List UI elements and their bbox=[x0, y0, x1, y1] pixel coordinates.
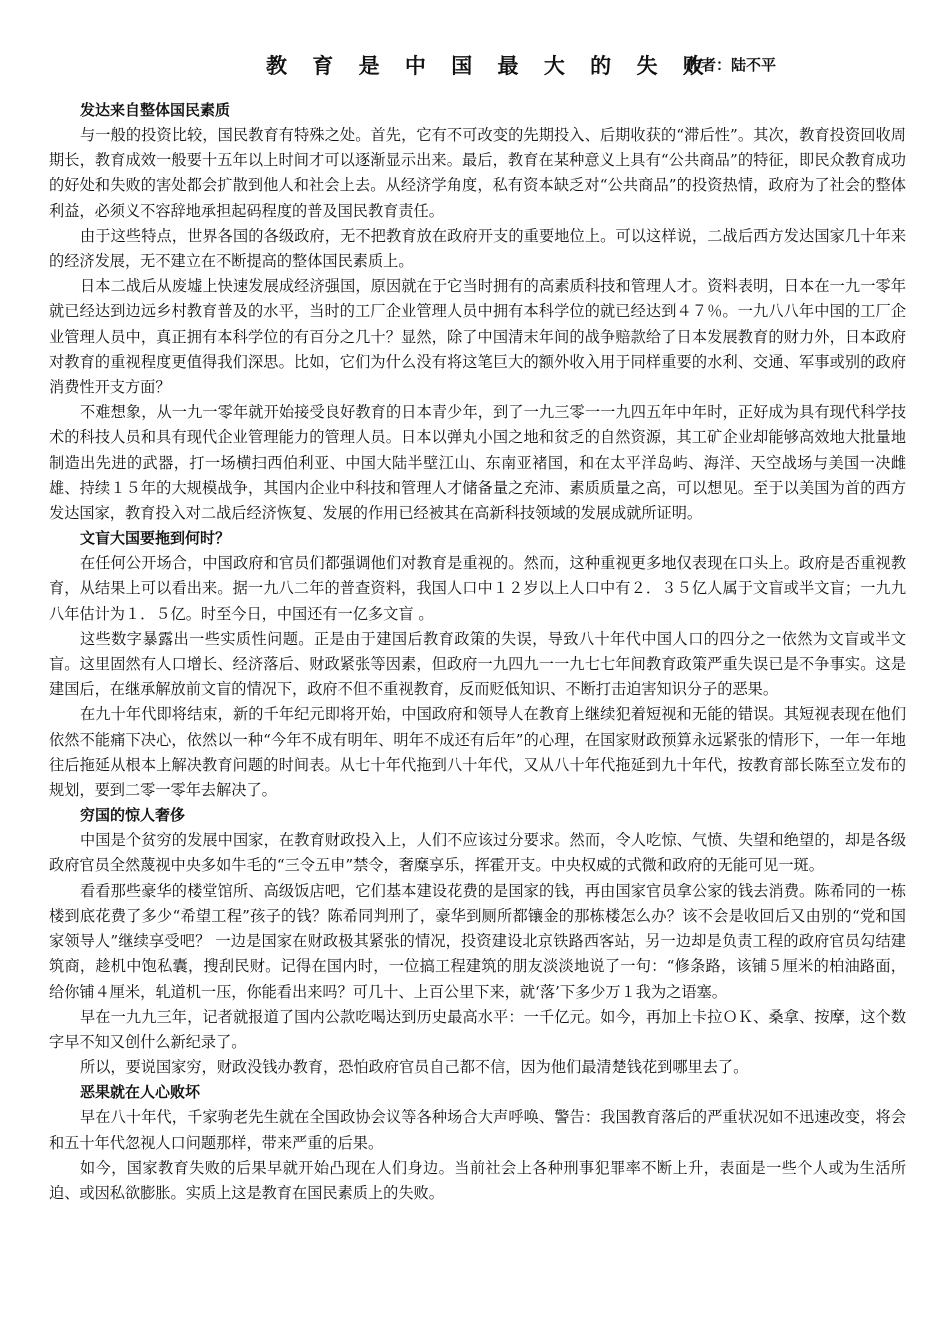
paragraph: 不难想象，从一九一零年就开始接受良好教育的日本青少年，到了一九三零一一九四五年中年时，正好成为具有现代科学技术的科技人员和具有现代企业管理能力的管理人员。日本以弹丸小国之地和贫乏的自然资源，其工矿企业却能够高效地大批量地制造出先进的武器，打一场横扫西伯利亚、中国大陆半壁江山、东南亚褚国，和在太平洋岛屿、海洋、天空战场与美国一决雌雄、持续１５年的大规模战争，其国内企业中科技和管理人才储备量之充沛、素质质量之高，可以想见。至于以美国为首的西方发达国家，教育投入对二战后经济恢复、发展的作用已经被其在高新科技领域的发展成就所证明。 bbox=[49, 403, 906, 523]
paragraph: 这些数字暴露出一些实质性问题。正是由于建国后教育政策的失误，导致八十年代中国人口的四分之一依然为文盲或半文盲。这里固然有人口增长、经济落后、财政紧张等因素，但政府一九四九一一九七七年间教育政策严重失误已是不争事实。这是建国后，在继承解放前文盲的情况下，政府不但不重视教育，反而贬低知识、不断打击迫害知识分子的恶果。 bbox=[49, 629, 906, 699]
section-heading: 发达来自整体国民素质 bbox=[80, 101, 231, 119]
paragraph: 与一般的投资比较，国民教育有特殊之处。首先，它有不可改变的先期投入、后期收获的“滞后性”。其次，教育投资回收周期长，教育成效一般要十五年以上时间才可以逐渐显示出来。最后，教育在某种意义上具有“公共商品”的特征，即民众教育成功的好处和失败的害处都会扩散到他人和社会上去。从经济学角度，私有资本缺乏对“公共商品”的投资热情，政府为了社会的整体利益，必须义不容辞地承担起码程度的普及国民教育责任。 bbox=[49, 126, 906, 220]
section-heading: 穷国的惊人奢侈 bbox=[80, 806, 186, 825]
paragraph: 在任何公开场合，中国政府和官员们都强调他们对教育是重视的。然而，这种重视更多地仅表现在口头上。政府是否重视教育，从结果上可以看出来。据一九八二年的普查资料，我国人口中１２岁以上人口中有２．３５亿人属于文盲或半文盲；一九九八年估计为１．５亿。时至今日，中国还有一亿多文盲 。 bbox=[49, 554, 906, 623]
paragraph: 早在八十年代，千家驹老先生就在全国政协会议等各种场合大声呼唤、警告：我国教育落后的严重状况如不迅速改变，将会和五十年代忽视人口问题那样，带来严重的后果。 bbox=[49, 1108, 906, 1152]
paragraph: 中国是个贫穷的发展中国家，在教育财政投入上，人们不应该过分要求。然而，令人吃惊、气愤、失望和绝望的，却是各级政府官员全然蔑视中央多如牛毛的“三令五申”禁令，奢糜享乐，挥霍开支。中央权威的式微和政府的无能可见一斑。 bbox=[49, 831, 906, 875]
paragraph: 如今，国家教育失败的后果早就开始凸现在人们身边。当前社会上各种刑事犯罪率不断上升，表面是一些个人或为生活所迫、或因私欲膨胀。实质上这是教育在国民素质上的失败。 bbox=[49, 1158, 906, 1202]
paragraph: 所以，要说国家穷，财政没钱办教育，恐怕政府官员自己都不信，因为他们最清楚钱花到哪里去了。 bbox=[80, 1058, 749, 1077]
paragraph: 日本二战后从废墟上快速发展成经济强国，原因就在于它当时拥有的高素质科技和管理人才。资料表明，日本在一九一零年就已经达到边远乡村教育普及的水平，当时的工厂企业管理人员中拥有本科学位的就已经达到４７％。一九八八年中国的工厂企业管理人员中，真正拥有本科学位的有百分之几十？显然，除了中国清末年间的战争赔款给了日本发展教育的财力外，日本政府对教育的重视程度更值得我们深思。比如，它们为什么没有将这笔巨大的额外收入用于同样重要的水利、交通、军事或别的政府消费性开支方面？ bbox=[49, 277, 906, 397]
article-body bbox=[49, 98, 906, 1206]
section-heading: 文盲大国要拖到何时？ bbox=[80, 529, 231, 548]
paragraph: 由于这些特点，世界各国的各级政府，无不把教育放在政府开支的重要地位上。可以这样说，二战后西方发达国家几十年来的经济发展，无不建立在不断提高的整体国民素质上。 bbox=[49, 226, 906, 271]
paragraph: 在九十年代即将结束，新的千年纪元即将开始，中国政府和领导人在教育上继续犯着短视和无能的错误。其短视表现在他们依然不能痛下决心，依然以一种“今年不成有明年、明年不成还有后年”的心理，在国家财政预算永远紧张的情形下，一年一年地往后拖延从根本上解决教育问题的时间表。从七十年代拖到八十年代，又从八十年代拖延到九十年代，按教育部长陈至立发布的规划，要到二零一零年去解决了。 bbox=[49, 705, 906, 800]
article-title: 教 育 是 中 国 最 大 的 失 败 bbox=[266, 54, 713, 78]
paragraph: 看看那些豪华的楼堂馆所、高级饭店吧，它们基本建设花费的是国家的钱，再由国家官员拿公家的钱去消费。陈希同的一栋楼到底花费了多少“希望工程”孩子的钱？陈希同判刑了，豪华到厕所都镶金的那栋楼怎么办？该不会是收回后又由别的“党和国家领导人”继续享受吧？ 一边是国家在财政极其紧张的情况，投资建设北京铁路西客站，另一边却是负责工程的政府官员勾结建筑商，趁机中饱私囊，搜刮民财。记得在国内时，一位搞工程建筑的朋友淡淡地说了一句：“修条路，该铺５厘米的柏油路面，给你铺４厘米，轧道机一压，你能看出来吗？可几十、上百公里下来，就‘落’下多少万１我为之语塞。 bbox=[49, 881, 906, 1001]
article-author: 作者：陆不平 bbox=[686, 56, 777, 74]
title-row bbox=[0, 50, 950, 80]
section-heading: 恶果就在人心败坏 bbox=[80, 1083, 201, 1102]
paragraph: 早在一九九三年，记者就报道了国内公款吃喝达到历史最高水平：一千亿元。如今，再加上卡拉ＯＫ、桑拿、按摩，这个数字早不知又创什么新纪录了。 bbox=[49, 1007, 906, 1051]
